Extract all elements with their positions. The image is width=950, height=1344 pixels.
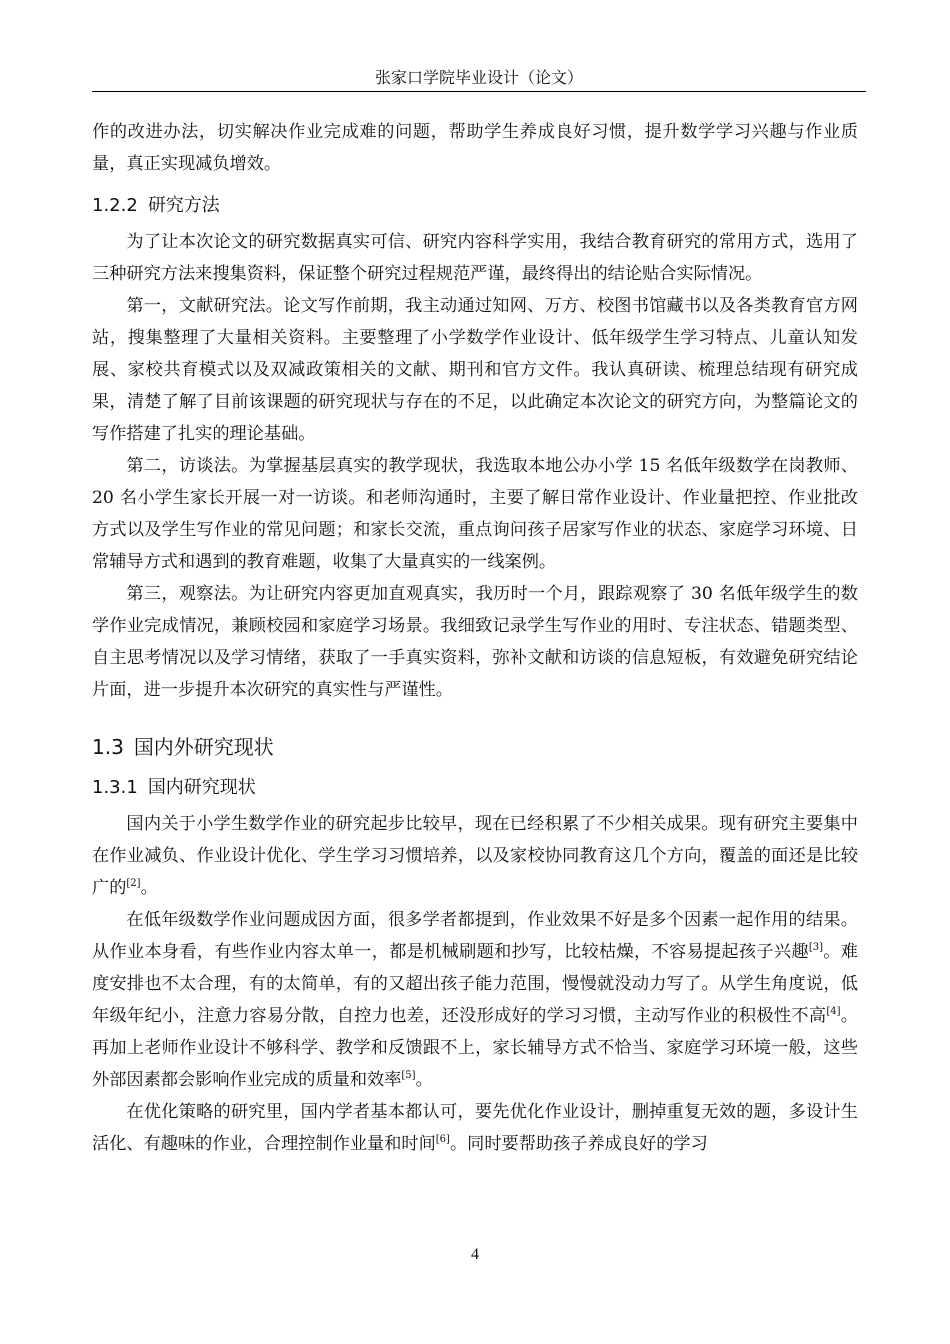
running-header: 张家口学院毕业设计（论文） [374, 68, 583, 87]
page-body [92, 116, 858, 1160]
section-number: 1.3.1 [92, 777, 138, 798]
domestic-research-paragraph-3 [92, 1096, 858, 1160]
paragraph-text: 。 [140, 878, 158, 898]
section-title: 国内外研究现状 [133, 735, 274, 759]
section-heading-1-3 [92, 732, 858, 762]
citation-ref: [6] [435, 1134, 450, 1145]
citation-ref: [5] [401, 1070, 416, 1081]
section-title: 研究方法 [147, 195, 220, 216]
interview-method-paragraph: 第二，访谈法。为掌握基层真实的教学现状，我选取本地公办小学 15 名低年级数学在岗教师、20 名小学生家长开展一对一访谈。和老师沟通时，主要了解日常作业设计、作业量把控、作业批改方式以及学生写作业的常见问题；和家长交流，重点询问孩子居家写作业的状态、家庭学习环境、日常辅导方式和遇到的教育难题，收集了大量真实的一线案例。 [92, 456, 858, 572]
paragraph-text: 在低年级数学作业问题成因方面，很多学者都提到，作业效果不好是多个因素一起作用的结果。从作业本身看，有些作业内容太单一，都是机械刷题和抄写，比较枯燥，不容易提起孩子兴趣 [92, 910, 858, 962]
section-number: 1.3 [92, 735, 124, 759]
paragraph-text: 。 [415, 1070, 433, 1090]
observation-method-paragraph: 第三，观察法。为让研究内容更加直观真实，我历时一个月，跟踪观察了 30 名低年级学生的数学作业完成情况，兼顾校园和家庭学习场景。我细致记录学生写作业的用时、专注状态、错题类型、自主思考情况以及学习情绪，获取了一手真实资料，弥补文献和访谈的信息短板，有效避免研究结论片面，进一步提升本次研究的真实性与严谨性。 [92, 584, 858, 700]
paragraph-text: 。难度安排也不太合理，有的太简单，有的又超出孩子能力范围，慢慢就没动力写了。从学生角度说，低年级年纪小，注意力容易分散，自控力也差，还没形成好的学习习惯，主动写作业的积极性不高 [92, 942, 858, 1026]
intro-continuation: 作的改进办法，切实解决作业完成难的问题，帮助学生养成良好习惯，提升数学学习兴趣与作业质量，真正实现减负增效。 [92, 122, 858, 174]
citation-ref: [4] [826, 1006, 841, 1017]
section-number: 1.2.2 [92, 195, 138, 216]
paragraph-text: 在优化策略的研究里，国内学者基本都认可，要先优化作业设计，删掉重复无效的题，多设计生活化、有趣味的作业，合理控制作业量和时间 [92, 1102, 858, 1154]
section-heading-1-2-2 [92, 192, 858, 220]
citation-ref: [2] [126, 878, 141, 889]
literature-method-paragraph: 第一，文献研究法。论文写作前期，我主动通过知网、万方、校图书馆藏书以及各类教育官方网站，搜集整理了大量相关资料。主要整理了小学数学作业设计、低年级学生学习特点、儿童认知发展、家校共育模式以及双减政策相关的文献、期刊和官方文件。我认真研读、梳理总结现有研究成果，清楚了解了目前该课题的研究现状与存在的不足，以此确定本次论文的研究方向，为整篇论文的写作搭建了扎实的理论基础。 [92, 296, 858, 444]
page-number: 4 [471, 1246, 479, 1263]
section-title: 国内研究现状 [147, 777, 256, 798]
paragraph-text: 。同时要帮助孩子养成良好的学习 [449, 1134, 708, 1154]
header-rule [92, 91, 866, 92]
paragraph-text: 。再加上老师作业设计不够科学、教学和反馈跟不上，家长辅导方式不恰当、家庭学习环境一般，这些外部因素都会影响作业完成的质量和效率 [92, 1006, 858, 1090]
section-heading-1-3-1 [92, 774, 858, 802]
paragraph-text: 国内关于小学生数学作业的研究起步比较早，现在已经积累了不少相关成果。现有研究主要集中在作业减负、作业设计优化、学生学习习惯培养，以及家校协同教育这几个方向，覆盖的面还是比较广的 [92, 814, 858, 898]
domestic-research-paragraph-1 [92, 808, 858, 904]
domestic-research-paragraph-2 [92, 904, 858, 1096]
citation-ref: [3] [808, 942, 824, 953]
methods-intro-paragraph: 为了让本次论文的研究数据真实可信、研究内容科学实用，我结合教育研究的常用方式，选用了三种研究方法来搜集资料，保证整个研究过程规范严谨，最终得出的结论贴合实际情况。 [92, 232, 858, 284]
